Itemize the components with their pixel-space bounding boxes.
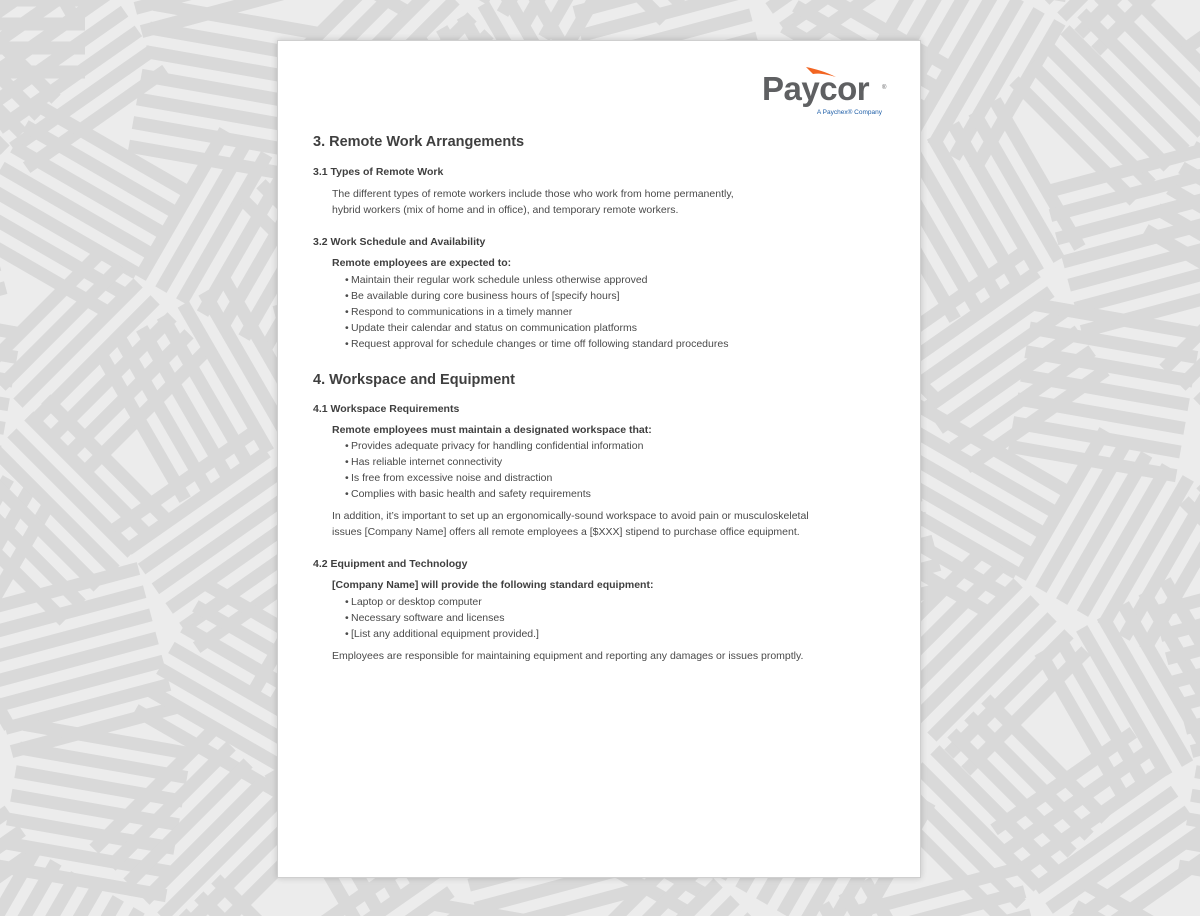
- stripe: [1184, 0, 1200, 50]
- paragraph: [313, 649, 883, 665]
- list-item: • Be available during core business hours of [specify hours]: [346, 288, 883, 304]
- paragraph: [313, 187, 883, 218]
- subsection-heading: 4.1 Workspace Requirements: [313, 402, 460, 415]
- subsection-heading: 4.2 Equipment and Technology: [313, 558, 468, 570]
- bullet-list: [313, 438, 883, 502]
- list-lead: Remote employees must maintain a designated workspace that:: [332, 423, 652, 436]
- subsection-heading: 3.1 Types of Remote Work: [313, 166, 444, 178]
- stripe: [1170, 0, 1200, 20]
- section-heading: 3. Remote Work Arrangements: [313, 134, 525, 150]
- logo-wordmark: Paycor: [762, 70, 870, 107]
- list-item: • Provides adequate privacy for handling confidential information: [346, 438, 883, 454]
- paragraph-line: hybrid workers (mix of home and in office), and temporary remote workers.: [332, 203, 679, 216]
- stripe-group: [0, 580, 10, 799]
- stripe: [54, 910, 139, 916]
- document-body: [313, 131, 883, 664]
- paycor-logo: [762, 67, 892, 121]
- list-item: • Has reliable internet connectivity: [346, 454, 883, 470]
- list-item: • Respond to communications in a timely manner: [346, 304, 883, 320]
- list-item: • [List any additional equipment provided.]: [346, 626, 883, 642]
- paragraph-line: issues [Company Name] offers all remote employees a [$XXX] stipend to purchase office equipment.: [332, 525, 800, 538]
- logo-tagline: A Paychex® Company: [816, 109, 882, 116]
- paragraph-line: Employees are responsible for maintaining equipment and reporting any damages or issues promptly.: [332, 649, 804, 662]
- bullet-list: [313, 594, 883, 642]
- document-page: [277, 40, 921, 878]
- list-lead: [Company Name] will provide the following standard equipment:: [332, 579, 654, 591]
- section-heading: 4. Workspace and Equipment: [313, 371, 515, 388]
- logo-registered-mark: ®: [882, 85, 887, 91]
- list-item: • Maintain their regular work schedule unless otherwise approved: [346, 272, 883, 288]
- paragraph-line: The different types of remote workers include those who work from home permanently,: [332, 188, 734, 200]
- stripe: [482, 0, 567, 2]
- list-lead: Remote employees are expected to:: [332, 257, 512, 269]
- paragraph-line: In addition, it’s important to set up an ergonomically-sound workspace to avoid pain or musculoskeletal: [332, 510, 809, 522]
- list-item: • Complies with basic health and safety requirements: [346, 486, 883, 502]
- list-item: • Request approval for schedule changes or time off following standard procedures: [346, 336, 883, 352]
- bullet-list: [313, 272, 883, 352]
- list-item: • Update their calendar and status on communication platforms: [346, 320, 883, 336]
- subsection-heading: 3.2 Work Schedule and Availability: [313, 236, 486, 248]
- paragraph: [313, 509, 883, 540]
- list-item: • Laptop or desktop computer: [346, 594, 883, 610]
- list-item: • Necessary software and licenses: [346, 610, 883, 626]
- list-item: • Is free from excessive noise and distraction: [346, 470, 883, 486]
- stripe: [1191, 0, 1200, 8]
- stripe-group: [1170, 0, 1200, 20]
